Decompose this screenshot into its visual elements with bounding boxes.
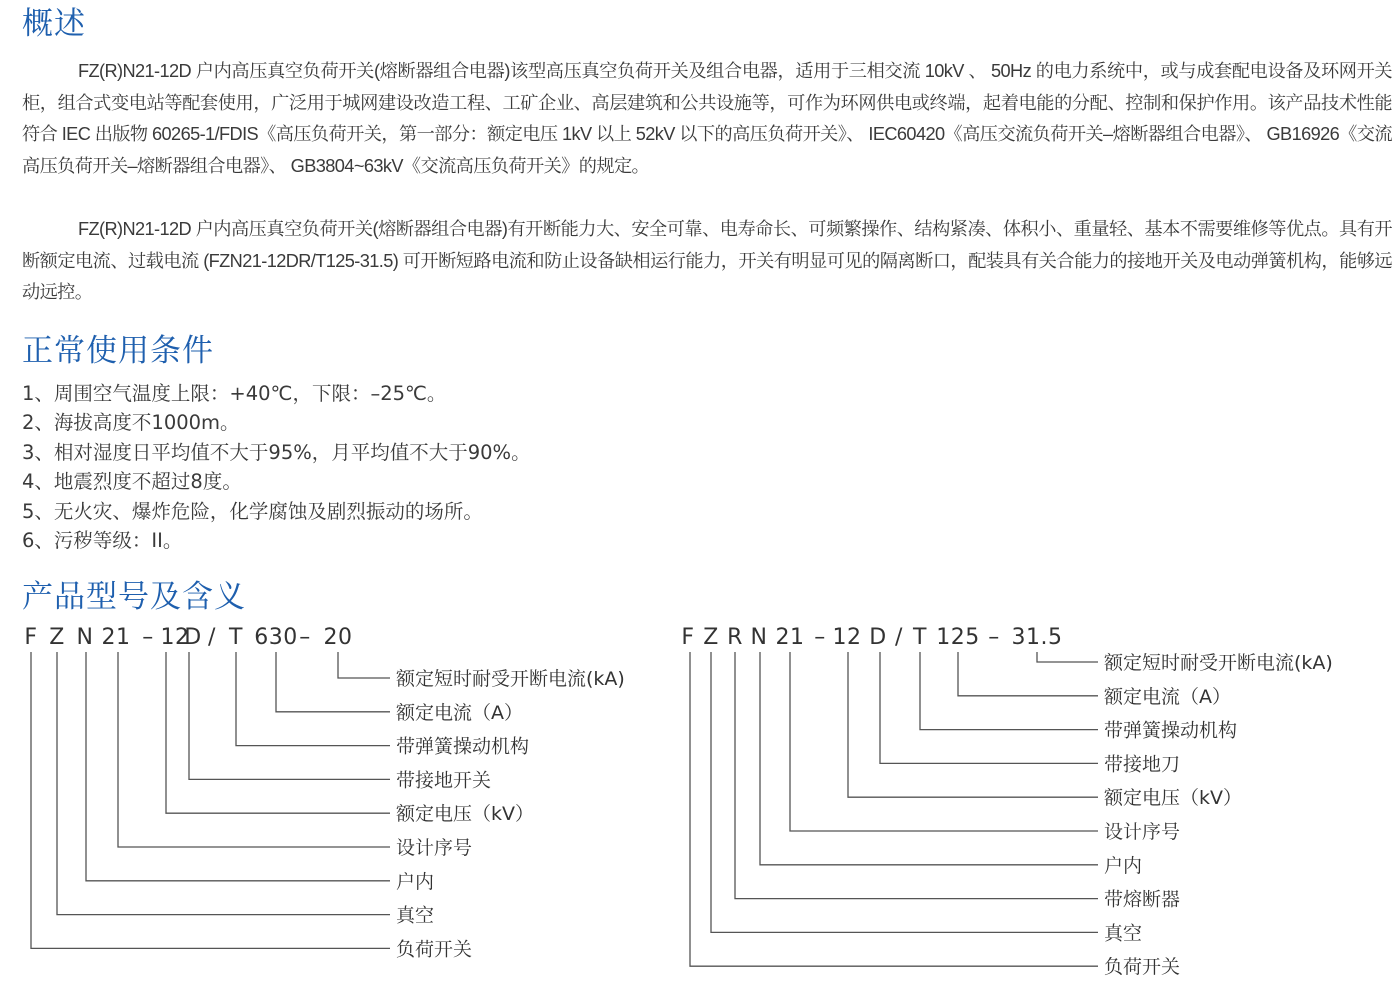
bracket-line <box>338 652 390 678</box>
model-code-token: 20 <box>323 625 353 650</box>
model-code-token: F <box>24 625 38 650</box>
right-model-diagram <box>681 625 1332 978</box>
model-code-token: Z <box>49 625 65 650</box>
left-model-diagram <box>24 625 624 960</box>
bracket-line <box>760 652 1098 865</box>
model-code-label: 设计序号 <box>1104 821 1181 843</box>
model-code-label: 额定电流（A） <box>1104 685 1231 708</box>
overview-paragraph-1: FZ(R)N21-12D 户内高压真空负荷开关(熔断器组合电器)该型高压真空负荷开关及组合电器，适用于三相交流 10kV 、 50Hz 的电力系统中，或与成套配电设备及环网开关柜，组合式变电站等配套使用，广泛用于城网建设改造工程、工矿企业、高层建筑和公共设施等，可作为环网供电或终端，起着电能的分配、控制和保护作用。该产品技术性能符合 IEC 出版物 60265-1/FDIS《高压负荷开关，第一部分：额定电压 1kV 以上 52kV 以下的高压负荷开关》、 IEC60420《高压交流负荷开关–熔断器组合电器》、 GB16926《交流高压负荷开关–熔断器组合电器》、 GB3804~63kV《交流高压负荷开关》的规定。 <box>22 61 1392 176</box>
condition-item: 2、海拔高度不1000m。 <box>22 411 240 435</box>
model-code-token: T <box>913 625 927 650</box>
bracket-line <box>189 652 390 779</box>
condition-item: 5、无火灾、爆炸危险，化学腐蚀及剧烈振动的场所。 <box>22 499 483 523</box>
model-code-token: T <box>229 625 243 650</box>
model-code-token: 31.5 <box>1011 625 1063 650</box>
overview-paragraph-2: FZ(R)N21-12D 户内高压真空负荷开关(熔断器组合电器)有开断能力大、安全可靠、电寿命长、可频繁操作、结构紧凑、体积小、重量轻、基本不需要维修等优点。具有开断额定电流、过载电流 (FZN21-12DR/T125-31.5) 可开断短路电流和防止设备缺相运行能力，开关有明显可见的隔离断口，配装具有关合能力的接地开关及电动弹簧机构，能够远动远控。 <box>22 219 1392 303</box>
model-code-token: 12 <box>832 625 862 650</box>
model-code-token: R <box>727 625 743 650</box>
conditions-heading: 正常使用条件 <box>22 333 214 369</box>
condition-item: 4、地震烈度不超过8度。 <box>22 470 242 494</box>
overview-heading: 概述 <box>22 6 86 42</box>
bracket-line <box>880 652 1098 763</box>
model-code-token: D <box>869 625 887 650</box>
model-code-label: 额定电压（kV） <box>396 803 535 826</box>
model-code-token: N <box>750 625 768 650</box>
model-code-token: 21 <box>775 625 805 650</box>
bracket-line <box>57 652 390 915</box>
model-code-token: F <box>681 625 695 650</box>
model-code-label: 带熔断器 <box>1104 888 1181 911</box>
model-code-token: Z <box>703 625 719 650</box>
model-code-label: 额定电流（A） <box>396 701 523 724</box>
bracket-line <box>848 652 1098 797</box>
model-code-token: / <box>895 625 903 650</box>
model-code-label: 额定短时耐受开断电流(kA) <box>1104 652 1333 674</box>
model-code-label: 额定电压（kV） <box>1104 787 1243 810</box>
model-code-label: 负荷开关 <box>396 938 473 961</box>
model-code-token: – <box>299 625 311 650</box>
model-code-label: 户内 <box>1104 854 1143 877</box>
model-code-token: N <box>76 625 94 650</box>
bracket-line <box>236 652 390 746</box>
bracket-line <box>711 652 1098 932</box>
model-code-token: – <box>142 625 154 650</box>
condition-item: 6、污秽等级：II。 <box>22 529 183 553</box>
bracket-line <box>790 652 1098 831</box>
model-code-label: 带接地开关 <box>396 769 492 792</box>
model-code-token: 12 <box>160 625 190 650</box>
bracket-line <box>1037 652 1098 662</box>
condition-item: 1、周围空气温度上限：+40℃，下限：–25℃。 <box>22 382 447 405</box>
model-code-label: 带弹簧操动机构 <box>396 735 530 758</box>
model-code-label: 真空 <box>1104 922 1143 945</box>
model-code-label: 额定短时耐受开断电流(kA) <box>396 668 625 690</box>
model-code-label: 带弹簧操动机构 <box>1104 719 1238 742</box>
model-code-token: – <box>988 625 1000 650</box>
bracket-line <box>958 652 1098 696</box>
bracket-line <box>276 652 390 712</box>
bracket-line <box>690 652 1098 966</box>
model-code-token: 21 <box>101 625 131 650</box>
model-code-label: 真空 <box>396 904 435 927</box>
model-heading: 产品型号及含义 <box>22 579 246 615</box>
model-code-token: 630 <box>254 625 298 650</box>
bracket-line <box>920 652 1098 730</box>
bracket-line <box>31 652 390 948</box>
model-code-label: 负荷开关 <box>1104 956 1181 979</box>
model-code-token: 125 <box>936 625 980 650</box>
model-code-token: D <box>184 625 202 650</box>
model-code-label: 带接地刀 <box>1104 753 1181 776</box>
model-code-token: / <box>208 625 216 650</box>
bracket-line <box>118 652 390 847</box>
condition-item: 3、相对湿度日平均值不大于95%，月平均值不大于90%。 <box>22 440 531 464</box>
model-code-label: 设计序号 <box>396 837 473 859</box>
bracket-line <box>166 652 390 813</box>
model-code-token: – <box>814 625 826 650</box>
model-code-label: 户内 <box>396 870 435 893</box>
